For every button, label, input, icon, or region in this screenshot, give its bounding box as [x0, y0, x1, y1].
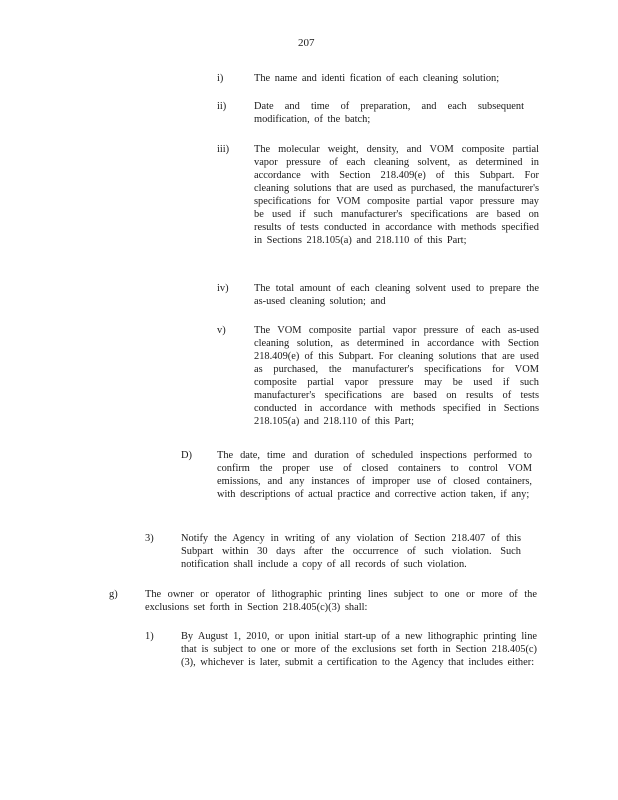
item-label: ii) — [217, 101, 227, 112]
item-text: The date, time and duration of scheduled inspections performed to confirm the proper use of closed containers to control VOM emissions, and any instances of improper use of closed containers, with descriptions of actual practice and corrective action taken, if any; — [217, 450, 532, 500]
item-text: The VOM composite partial vapor pressure of each as-used cleaning solution, as determined in accordance with Section 218.409(e) of this Subpart. For cleaning solutions that are used as purchased, the manufacturer's specifications for VOM composite partial vapor pressure may be used if such manufacturer's specifications are based on results of tests conducted in accordance with methods specified in Sections 218.105(a) and 218.110 of this Part; — [254, 325, 539, 427]
item-label: v) — [217, 325, 226, 336]
item-label: 1) — [145, 631, 154, 642]
item-label: i) — [217, 73, 224, 84]
item-label: g) — [109, 589, 118, 600]
item-text: Notify the Agency in writing of any violation of Section 218.407 of this Subpart within 30 days after the occurrence of such violation. Such notification shall include a copy of all records of such violation. — [181, 533, 521, 570]
item-label: iii) — [217, 144, 230, 155]
item-text: Date and time of preparation, and each subsequent modification, of the batch; — [254, 101, 524, 125]
page-number: 207 — [298, 37, 315, 49]
item-label: 3) — [145, 533, 154, 544]
item-label: D) — [181, 450, 192, 461]
item-text: The name and identi fication of each cleaning solution; — [254, 73, 500, 84]
item-label: iv) — [217, 283, 229, 294]
item-text: The molecular weight, density, and VOM composite partial vapor pressure of each cleaning solvent, as determined in accordance with Section 218.409(e) of this Subpart. For cleaning solutions that are used as purchased, the manufacturer's specifications for VOM composite partial vapor pressure may be used if such manufacturer's specifications are based on results of tests conducted in accordance with methods specified in Sections 218.105(a) and 218.110 of this Part; — [254, 144, 539, 246]
item-text: The owner or operator of lithographic printing lines subject to one or more of the exclusions set forth in Section 218.405(c)(3) shall: — [145, 589, 537, 613]
item-text: By August 1, 2010, or upon initial start-up of a new lithographic printing line that is subject to one or more of the exclusions set forth in Section 218.405(c)(3), whichever is later, submit a certification to the Agency that includes either: — [181, 631, 537, 668]
item-text: The total amount of each cleaning solvent used to prepare the as-used cleaning solution; and — [254, 283, 539, 307]
